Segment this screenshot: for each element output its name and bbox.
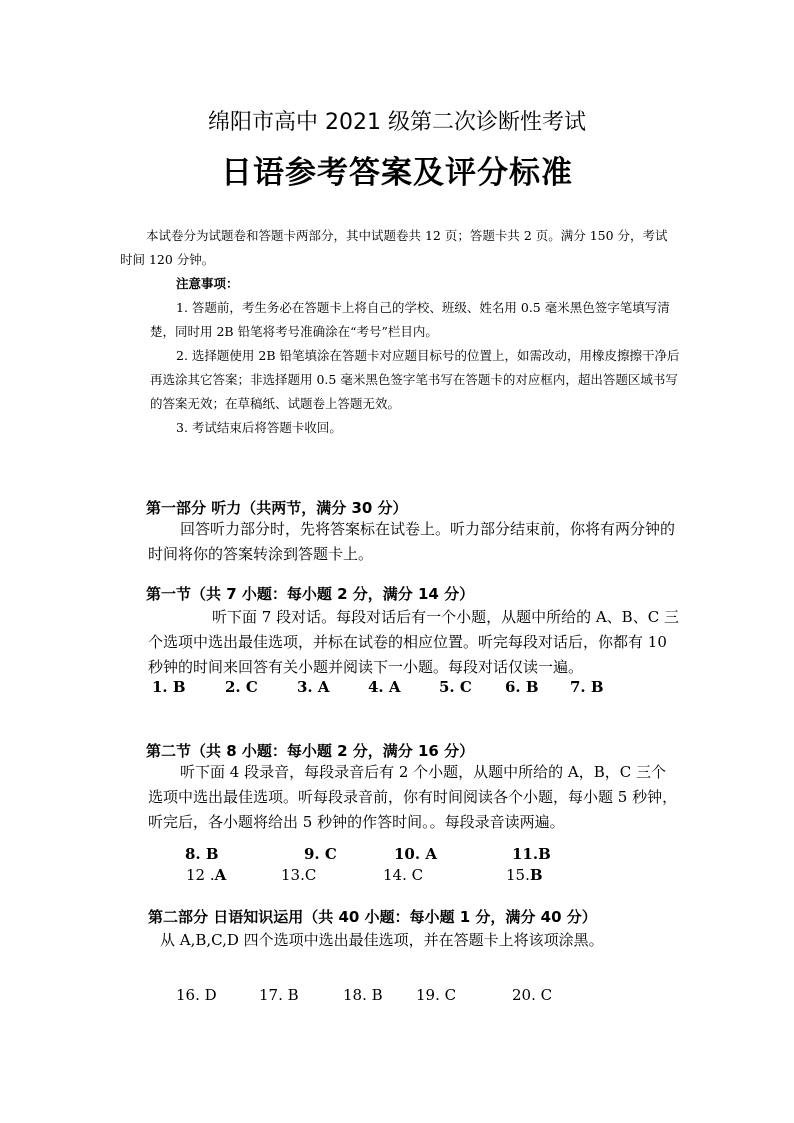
answer-item: 9. C bbox=[304, 845, 337, 863]
answer-item: 6. B bbox=[505, 678, 539, 696]
intro-paragraph: 本试卷分为试题卷和答题卡两部分，其中试题卷共 12 页；答题卡共 2 页。满分 150 分，考试时间 120 分钟。 bbox=[120, 228, 668, 267]
section2-instructions: 听下面 4 段录音，每段录音后有 2 个小题，从题中所给的 A，B，C 三个选项中选出最佳选项。听每段录音前，你有时间阅读各个小题，每小题 5 秒钟，听完后，各小题将给出 5 秒钟的作答时间。。每段录音读两遍。 bbox=[148, 763, 678, 831]
section1-instructions: 听下面 7 段对话。每段对话后有一个小题，从题中所给的 A、B、C 三个选项中选出最佳选项，并标在试卷的相应位置。听完每段对话后，你都有 10 秒钟的时间来回答有关小题并阅读下一小题。每段对话仅读一遍。 bbox=[148, 608, 679, 676]
answer-item: 7. B bbox=[570, 678, 604, 696]
exam-title: 绵阳市高中 2021 级第二次诊断性考试 bbox=[208, 110, 586, 135]
part1-title: 第一部分 听力（共两节，满分 30 分） bbox=[146, 499, 408, 517]
section2-title: 第二节（共 8 小题：每小题 2 分，满分 16 分） bbox=[146, 742, 475, 760]
notice-item: 2. 选择题使用 2B 铅笔填涂在答题卡对应题目标号的位置上，如需改动，用橡皮擦擦干净后再选涂其它答案；非选择题用 0.5 毫米黑色签字笔书写在答题卡的对应框内，超出答题区域书写的答案无效；在草稿纸、试题卷上答题无效。 bbox=[150, 348, 680, 411]
part2-title: 第二部分 日语知识运用（共 40 小题：每小题 1 分，满分 40 分） bbox=[148, 908, 597, 926]
notice-title: 注意事项： bbox=[176, 276, 239, 291]
part2-instructions: 从 A,B,C,D 四个选项中选出最佳选项，并在答题卡上将该项涂黑。 bbox=[160, 931, 604, 949]
answer-item: 16. D bbox=[176, 986, 217, 1004]
answer-item: 20. C bbox=[512, 986, 553, 1004]
section1-title: 第一节（共 7 小题：每小题 2 分，满分 14 分） bbox=[146, 585, 475, 603]
notice-item: 1. 答题前，考生务必在答题卡上将自己的学校、班级、姓名用 0.5 毫米黑色签字笔填写清楚，同时用 2B 铅笔将考号准确涂在“考号”栏目内。 bbox=[150, 300, 670, 339]
answer-item: 5. C bbox=[439, 678, 472, 696]
answer-item: 19. C bbox=[416, 986, 457, 1004]
part1-instructions: 回答听力部分时，先将答案标在试卷上。听力部分结束前，你将有两分钟的时间将你的答案转涂到答题卡上。 bbox=[148, 520, 676, 563]
answer-item: 10. A bbox=[394, 845, 437, 863]
answer-item: 2. C bbox=[225, 678, 258, 696]
answer-item: 4. A bbox=[368, 678, 401, 696]
answer-item: 1. B bbox=[152, 678, 186, 696]
answer-item: 13.C bbox=[281, 866, 317, 884]
answer-item: 3. A bbox=[297, 678, 330, 696]
document-title: 日语参考答案及评分标准 bbox=[221, 155, 573, 191]
answer-item: 15.B bbox=[506, 866, 543, 884]
notice-item: 3. 考试结束后将答题卡收回。 bbox=[176, 420, 342, 435]
answer-item: 17. B bbox=[259, 986, 299, 1004]
answer-item: 8. B bbox=[185, 845, 219, 863]
answer-item: 18. B bbox=[343, 986, 383, 1004]
answer-item: 14. C bbox=[383, 866, 424, 884]
answer-item: 12 .A bbox=[186, 866, 227, 884]
answer-item: 11.B bbox=[512, 845, 551, 863]
